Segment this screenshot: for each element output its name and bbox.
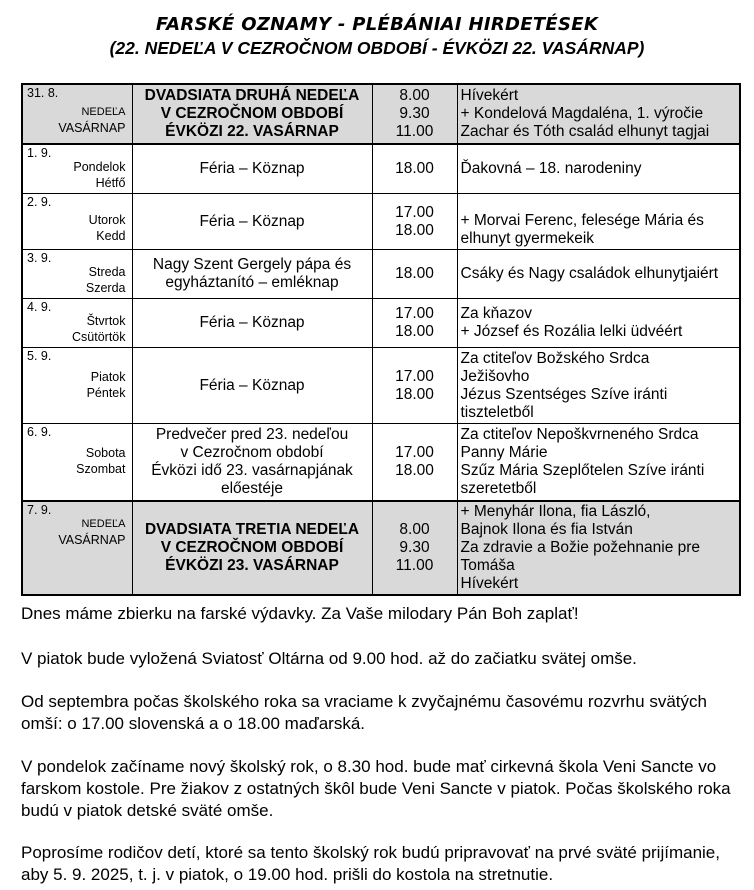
intention: Za ctiteľov Nepoškvrneného Srdca Panny Márie — [460, 426, 699, 461]
time-cell — [372, 501, 457, 595]
intention: + Menyhár Ilona, fia László, Bajnok Ilona és fia István — [460, 503, 651, 538]
intention-cell — [457, 84, 740, 144]
mass-time: 18.00 — [395, 385, 434, 403]
table-row — [22, 194, 740, 250]
liturgy-line: v Cezročnom období — [180, 444, 324, 461]
intention-cell — [457, 501, 740, 595]
date-label: 31. 8. — [27, 86, 59, 100]
schedule-table — [21, 83, 741, 596]
time-cell — [372, 144, 457, 194]
date-label: 4. 9. — [27, 300, 52, 314]
page-title: FARSKÉ OZNAMY - PLÉBÁNIAI HIRDETÉSEK — [155, 14, 599, 35]
time-cell — [372, 84, 457, 144]
intention: Csáky és Nagy családok elhunytjaiért — [460, 265, 719, 282]
intention-cell — [457, 250, 740, 299]
liturgy-line: Nagy Szent Gergely pápa és — [152, 256, 352, 273]
day-hu: Szerda — [85, 281, 126, 295]
table-row — [22, 424, 740, 502]
liturgy-line: DVADSIATA TRETIA NEDEĽA — [144, 521, 360, 538]
mass-time: 17.00 — [395, 444, 434, 461]
page-subtitle: (22. NEDEĽA V CEZROČNOM OBDOBÍ - ÉVKÖZI 22. VASÁRNAP) — [109, 38, 645, 58]
intention: Szűz Mária Szeplőtelen Szíve iránti szeretetből — [460, 462, 705, 497]
day-cell — [22, 299, 132, 348]
time-cell — [372, 424, 457, 502]
liturgy-line: Féria – Köznap — [199, 314, 305, 331]
date-label: 7. 9. — [27, 503, 52, 517]
day-sk: Sobota — [85, 446, 126, 460]
day-hu: VASÁRNAP — [58, 533, 126, 547]
time-cell — [372, 299, 457, 348]
liturgy-cell — [132, 144, 372, 194]
intention: + Morvai Ferenc, felesége Mária és elhunyt gyermekeik — [460, 212, 704, 247]
intention: Ďakovná – 18. narodeniny — [460, 160, 642, 177]
liturgy-line: ÉVKÖZI 23. VASÁRNAP — [165, 557, 339, 574]
announcement: V piatok bude vyložená Sviatosť Oltárna od 9.00 hod. až do začiatku svätej omše. — [21, 649, 637, 668]
liturgy-line: ÉVKÖZI 22. VASÁRNAP — [165, 123, 339, 140]
liturgy-cell — [132, 501, 372, 595]
date-label: 3. 9. — [27, 251, 52, 265]
intention-cell — [457, 144, 740, 194]
intention: Hívekért — [460, 575, 519, 592]
intention: Za ctiteľov Božského Srdca Ježišovho — [460, 349, 650, 385]
liturgy-line: Féria – Köznap — [199, 212, 305, 230]
day-sk: Utorok — [88, 212, 126, 227]
mass-time: 8.00 — [399, 87, 430, 104]
time-cell — [372, 250, 457, 299]
table-row — [22, 348, 740, 424]
day-sk: NEDEĽA — [81, 518, 126, 530]
day-cell — [22, 501, 132, 595]
date-label: 2. 9. — [27, 195, 52, 209]
day-sk: Štvrtok — [86, 314, 126, 328]
table-row — [22, 144, 740, 194]
liturgy-cell — [132, 299, 372, 348]
day-cell — [22, 424, 132, 502]
day-cell — [22, 194, 132, 250]
intention: + József és Rozália lelki üdvéért — [460, 323, 683, 340]
liturgy-line: Féria – Köznap — [199, 376, 305, 394]
day-hu: Csütörtök — [72, 330, 126, 344]
day-sk: Piatok — [90, 369, 126, 384]
day-cell — [22, 348, 132, 424]
day-hu: Kedd — [96, 228, 126, 243]
mass-time: 9.30 — [399, 105, 430, 122]
mass-time: 18.00 — [395, 221, 434, 239]
day-hu: Szombat — [76, 462, 126, 476]
day-hu: VASÁRNAP — [58, 121, 126, 135]
day-sk: Streda — [88, 265, 126, 279]
liturgy-line: Predvečer pred 23. nedeľou — [155, 426, 349, 443]
mass-time: 9.30 — [399, 539, 430, 556]
date-label: 1. 9. — [27, 146, 52, 160]
mass-time: 11.00 — [395, 557, 434, 574]
day-hu: Péntek — [86, 385, 126, 400]
day-cell — [22, 84, 132, 144]
intention-cell — [457, 424, 740, 502]
table-row — [22, 250, 740, 299]
liturgy-cell — [132, 250, 372, 299]
mass-time: 18.00 — [395, 265, 434, 282]
intention-cell — [457, 194, 740, 250]
liturgy-line: egyháztanító – emléknap — [165, 274, 339, 291]
intention: + Kondelová Magdaléna, 1. výročie — [460, 105, 704, 122]
liturgy-cell — [132, 424, 372, 502]
announcement: Dnes máme zbierku na farské výdavky. Za Vaše milodary Pán Boh zaplať! — [21, 604, 579, 623]
liturgy-cell — [132, 194, 372, 250]
intention: Za kňazov — [460, 305, 533, 322]
liturgy-line: V CEZROČNOM OBDOBÍ — [160, 539, 344, 556]
liturgy-cell — [132, 348, 372, 424]
date-label: 6. 9. — [27, 425, 52, 439]
intention-cell — [457, 348, 740, 424]
liturgy-cell — [132, 84, 372, 144]
day-hu: Hétfő — [95, 176, 126, 190]
liturgy-line: Féria – Köznap — [199, 160, 305, 177]
announcement: V pondelok začíname nový školský rok, o 8.30 hod. bude mať cirkevná škola Veni Sancte vo farskom kostole. Pre žiakov z ostatných škôl bude Veni Sancte v piatok. Počas školského roka budú v piatok detské sväté omše. — [21, 757, 731, 820]
intention-cell — [457, 299, 740, 348]
liturgy-line: előestéje — [220, 480, 284, 497]
day-sk: Pondelok — [73, 160, 126, 174]
table-row — [22, 84, 740, 144]
liturgy-line: V CEZROČNOM OBDOBÍ — [160, 105, 344, 122]
mass-time: 11.00 — [395, 123, 434, 140]
intention: Hívekért — [460, 87, 519, 104]
announcement: Poprosíme rodičov detí, ktoré sa tento školský rok budú pripravovať na prvé sväté prijímanie, aby 5. 9. 2025, t. j. v piatok, o 19.00 hod. prišli do kostola na stretnutie. — [21, 843, 720, 884]
day-cell — [22, 250, 132, 299]
liturgy-line: Évközi idő 23. vasárnapjának — [151, 462, 353, 479]
liturgy-line: DVADSIATA DRUHÁ NEDEĽA — [144, 87, 360, 104]
date-label: 5. 9. — [27, 349, 52, 363]
day-sk: NEDEĽA — [81, 106, 126, 118]
table-row — [22, 299, 740, 348]
mass-time: 18.00 — [395, 160, 434, 177]
mass-time: 17.00 — [395, 203, 434, 221]
mass-time: 18.00 — [395, 323, 434, 340]
intention: Za zdravie a Božie požehnanie pre Tomáša — [460, 539, 701, 574]
day-cell — [22, 144, 132, 194]
mass-time: 17.00 — [395, 367, 434, 385]
time-cell — [372, 194, 457, 250]
table-row — [22, 501, 740, 595]
mass-time: 17.00 — [395, 305, 434, 322]
intention: Jézus Szentséges Szíve iránti tiszteletből — [460, 385, 668, 421]
time-cell — [372, 348, 457, 424]
mass-time: 8.00 — [399, 521, 430, 538]
mass-time: 18.00 — [395, 462, 434, 479]
intention: Zachar és Tóth család elhunyt tagjai — [460, 123, 710, 140]
announcement: Od septembra počas školského roka sa vraciame k zvyčajnému časovému rozvrhu svätých omší: o 17.00 slovenská a o 18.00 maďarská. — [21, 692, 707, 733]
